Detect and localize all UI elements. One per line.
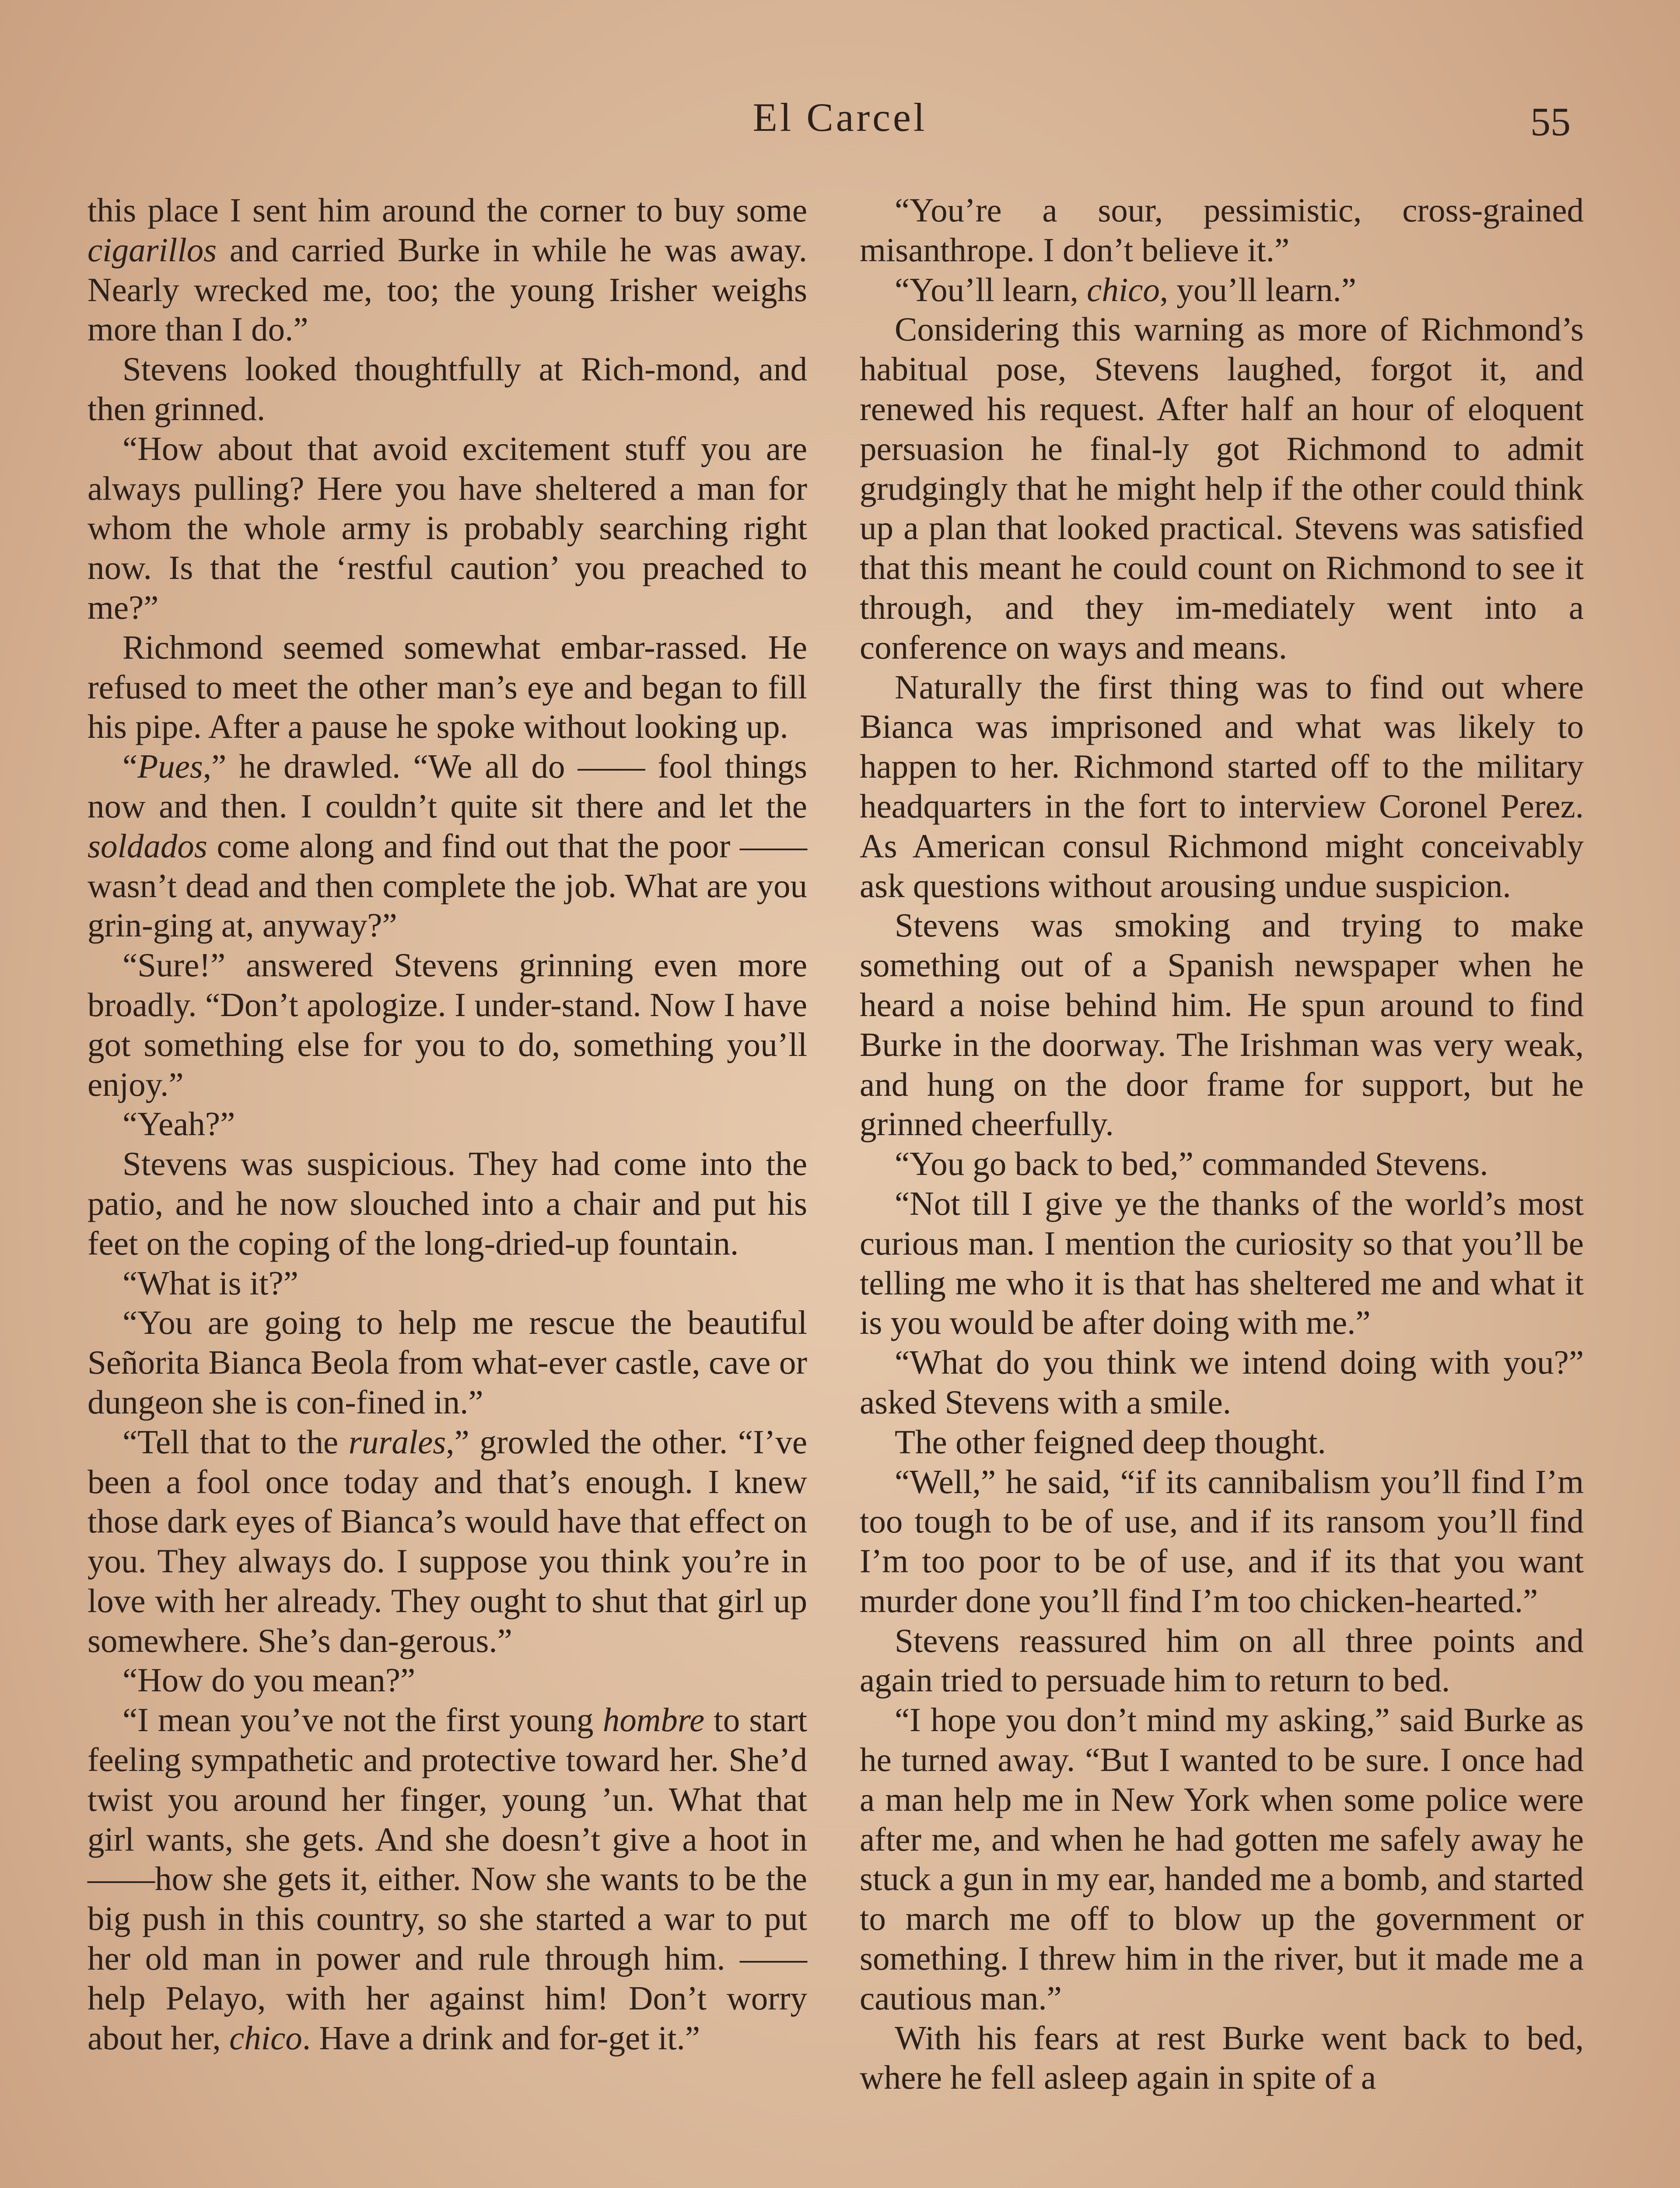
paragraph: “You go back to bed,” commanded Stevens. bbox=[895, 1145, 1488, 1183]
paragraph: “How do you mean?” bbox=[122, 1661, 416, 1699]
paragraph: “Pues,” he drawled. “We all do —— fool things now and then. I couldn’t quite sit there and let the soldados come along and find out that the poor —— wasn’t dead and then complete the job. What are you grin-ging at, anyway?” bbox=[88, 747, 807, 944]
paragraph: “Sure!” answered Stevens grinning even more broadly. “Don’t apologize. I under-stand. Now I have got something else for you to do, something you’ll enjoy.” bbox=[88, 946, 807, 1103]
paragraph: “I hope you don’t mind my asking,” said Burke as he turned away. “But I wanted to be sure. I once had a man help me in New York when some police were after me, and when he had gotten me safely away he stuck a gun in my ear, handed me a bomb, and started to march me off to blow up the government or something. I threw him in the river, but it made me a cautious man.” bbox=[860, 1701, 1584, 2017]
page-number: 55 bbox=[1530, 99, 1571, 144]
paragraph: With his fears at rest Burke went back to bed, where he fell asleep again in spite of a bbox=[860, 2019, 1584, 2097]
page-header bbox=[0, 94, 1680, 147]
paragraph: The other feigned deep thought. bbox=[895, 1423, 1326, 1461]
paragraph: “What do you think we intend doing with you?” asked Stevens with a smile. bbox=[860, 1343, 1584, 1421]
paragraph: Stevens looked thoughtfully at Rich-mond, and then grinned. bbox=[88, 350, 807, 428]
paragraph: “Not till I give ye the thanks of the world’s most curious man. I mention the curiosity so that you’ll be telling me who it is that has sheltered me and what it is you would be after doing with me.” bbox=[860, 1184, 1584, 1342]
paragraph: Stevens was suspicious. They had come into the patio, and he now slouched into a chair and put his feet on the coping of the long-dried-up fountain. bbox=[88, 1145, 807, 1262]
paragraph: Richmond seemed somewhat embar-rassed. He refused to meet the other man’s eye and began to fill his pipe. After a pause he spoke without looking up. bbox=[88, 628, 807, 746]
paragraph: Naturally the first thing was to find out where Bianca was imprisoned and what was likely to happen to her. Richmond started off to the military headquarters in the fort to interview Coronel Perez. As American consul Richmond might conceivably ask questions without arousing undue suspicion. bbox=[860, 668, 1584, 905]
paragraph: “Well,” he said, “if its cannibalism you’ll find I’m too tough to be of use, and if its ransom you’ll find I’m too poor to be of use, and if its that you want murder done you’ll find I’m too chicken-hearted.” bbox=[860, 1462, 1584, 1620]
right-text-column bbox=[860, 190, 1584, 2188]
paragraph: Stevens reassured him on all three points and again tried to persuade him to return to bed. bbox=[860, 1621, 1584, 1699]
paragraph: Considering this warning as more of Richmond’s habitual pose, Stevens laughed, forgot it, and renewed his request. After half an hour of eloquent persuasion he final-ly got Richmond to admit grudgingly that he might help if the other could think up a plan that looked practical. Stevens was satisfied that this meant he could count on Richmond to see it through, and they im-mediately went into a conference on ways and means. bbox=[860, 310, 1584, 666]
paragraph: Stevens was smoking and trying to make something out of a Spanish newspaper when he heard a noise behind him. He spun around to find Burke in the doorway. The Irishman was very weak, and hung on the door frame for support, but he grinned cheerfully. bbox=[860, 906, 1584, 1143]
running-title: El Carcel bbox=[752, 95, 928, 140]
paragraph: “Yeah?” bbox=[122, 1105, 235, 1143]
paragraph: “You’re a sour, pessimistic, cross-grained misanthrope. I don’t believe it.” bbox=[860, 191, 1584, 269]
paragraph: “You are going to help me rescue the beautiful Señorita Bianca Beola from what-ever castle, cave or dungeon she is con-fined in.” bbox=[88, 1304, 807, 1421]
paragraph: “What is it?” bbox=[122, 1264, 298, 1302]
left-text-column bbox=[88, 190, 807, 2188]
paragraph: “You’ll learn, chico, you’ll learn.” bbox=[895, 270, 1356, 309]
paragraph: “Tell that to the rurales,” growled the other. “I’ve been a fool once today and that’s enough. I knew those dark eyes of Bianca’s would have that effect on you. They always do. I suppose you think you’re in love with her already. They ought to shut that girl up somewhere. She’s dan-gerous.” bbox=[88, 1423, 807, 1659]
paragraph: this place I sent him around the corner to buy some cigarillos and carried Burke in while he was away. Nearly wrecked me, too; the young Irisher weighs more than I do.” bbox=[88, 191, 807, 348]
paragraph: “How about that avoid excitement stuff you are always pulling? Here you have sheltered a man for whom the whole army is probably searching right now. Is that the ‘restful caution’ you preached to me?” bbox=[88, 429, 807, 626]
paragraph: “I mean you’ve not the first young hombre to start feeling sympathetic and protective toward her. She’d twist you around her finger, young ’un. What that girl wants, she gets. And she doesn’t give a hoot in ——how she gets it, either. Now she wants to be the big push in this country, so she started a war to put her old man in power and rule through him. —— help Pelayo, with her against him! Don’t worry about her, chico. Have a drink and for-get it.” bbox=[88, 1701, 807, 2057]
